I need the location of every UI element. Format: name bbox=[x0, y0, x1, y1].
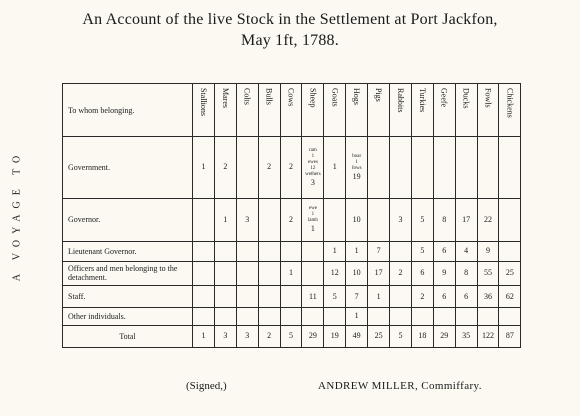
total-cell: 29 bbox=[433, 325, 455, 347]
table-cell bbox=[455, 137, 477, 199]
table-cell: 25 bbox=[499, 261, 521, 285]
table-cell bbox=[214, 261, 236, 285]
table-cell: 36 bbox=[477, 286, 499, 308]
column-header-label: Geefe bbox=[439, 88, 449, 108]
table-cell bbox=[258, 261, 280, 285]
total-cell: 49 bbox=[346, 325, 368, 347]
table-cell: 1 bbox=[368, 286, 390, 308]
table-cell bbox=[346, 137, 368, 199]
cell-value: 19 bbox=[352, 171, 361, 181]
table-cell bbox=[477, 137, 499, 199]
cell-note: 1 bbox=[311, 153, 315, 159]
total-cell: 122 bbox=[477, 325, 499, 347]
table-cell bbox=[236, 308, 258, 326]
page-title bbox=[0, 9, 580, 51]
table-cell bbox=[302, 198, 324, 241]
column-header bbox=[368, 84, 390, 137]
table-cell bbox=[411, 308, 433, 326]
table-cell: 6 bbox=[433, 286, 455, 308]
table-cell: 9 bbox=[477, 241, 499, 261]
column-header-label: Colts bbox=[242, 88, 252, 105]
table-cell bbox=[433, 137, 455, 199]
table-cell: 7 bbox=[346, 286, 368, 308]
column-header-label: Chickens bbox=[505, 88, 515, 118]
table-cell: 10 bbox=[346, 261, 368, 285]
table-cell bbox=[302, 137, 324, 199]
cell-note: fows bbox=[351, 165, 362, 171]
table-cell bbox=[236, 137, 258, 199]
table-cell: 2 bbox=[280, 137, 302, 199]
table-cell bbox=[236, 286, 258, 308]
table-cell bbox=[390, 308, 412, 326]
table-cell: 3 bbox=[390, 198, 412, 241]
table-cell: 1 bbox=[193, 137, 215, 199]
table-cell bbox=[258, 241, 280, 261]
column-header bbox=[324, 84, 346, 137]
table-cell: 1 bbox=[346, 308, 368, 326]
table-cell bbox=[499, 241, 521, 261]
table-cell: 3 bbox=[236, 198, 258, 241]
table-cell: 2 bbox=[214, 137, 236, 199]
table-cell bbox=[193, 241, 215, 261]
table-cell bbox=[193, 198, 215, 241]
total-cell: 29 bbox=[302, 325, 324, 347]
table-cell: 17 bbox=[368, 261, 390, 285]
cell-note: ewe bbox=[308, 206, 317, 212]
table-cell: 1 bbox=[324, 241, 346, 261]
table-cell bbox=[280, 286, 302, 308]
title-line-2: May 1ft, 1788. bbox=[241, 32, 339, 49]
column-header-label: Hogs bbox=[352, 88, 362, 105]
owner-cell: Staff. bbox=[63, 286, 193, 308]
table-cell: 2 bbox=[411, 286, 433, 308]
owner-cell: Officers and men belonging to the detachment. bbox=[63, 261, 193, 285]
livestock-table bbox=[62, 83, 521, 348]
total-cell: 35 bbox=[455, 325, 477, 347]
column-header-label: Pigs bbox=[374, 88, 384, 102]
column-header bbox=[477, 84, 499, 137]
table-cell: 12 bbox=[324, 261, 346, 285]
cell-note: 1 bbox=[311, 212, 315, 218]
table-cell bbox=[258, 286, 280, 308]
table-cell bbox=[390, 241, 412, 261]
table-cell: 1 bbox=[324, 137, 346, 199]
running-head bbox=[6, 90, 28, 340]
owner-cell: Governor. bbox=[63, 198, 193, 241]
table-cell bbox=[390, 137, 412, 199]
table-cell bbox=[368, 137, 390, 199]
column-header-label: Cows bbox=[286, 88, 296, 107]
column-header bbox=[499, 84, 521, 137]
cell-value: 3 bbox=[310, 177, 315, 187]
cell-note: 1 bbox=[355, 159, 358, 165]
table-cell bbox=[302, 241, 324, 261]
column-header bbox=[302, 84, 324, 137]
table-cell bbox=[368, 308, 390, 326]
table-cell: 1 bbox=[214, 198, 236, 241]
table-cell: 11 bbox=[302, 286, 324, 308]
table-cell bbox=[411, 137, 433, 199]
column-header-label: Rabbits bbox=[395, 88, 405, 113]
column-header-label: Ducks bbox=[461, 88, 471, 109]
cell-note: wethers bbox=[305, 171, 321, 177]
table-row bbox=[63, 137, 521, 199]
total-cell: 2 bbox=[258, 325, 280, 347]
table-cell bbox=[455, 308, 477, 326]
title-line-1: An Account of the live Stock in the Settlement at Port Jackfon, bbox=[82, 11, 498, 28]
table-cell: 8 bbox=[455, 261, 477, 285]
table-cell: 62 bbox=[499, 286, 521, 308]
owner-cell: Other individuals. bbox=[63, 308, 193, 326]
column-header bbox=[346, 84, 368, 137]
column-header bbox=[214, 84, 236, 137]
column-header-label: Turkies bbox=[417, 88, 427, 113]
table-cell: 6 bbox=[455, 286, 477, 308]
table-cell: 5 bbox=[324, 286, 346, 308]
column-header-label: Sheep bbox=[308, 88, 318, 108]
table-cell: 6 bbox=[411, 261, 433, 285]
owner-column-header: To whom belonging. bbox=[63, 84, 193, 137]
cell-value: 1 bbox=[310, 224, 315, 234]
column-header bbox=[193, 84, 215, 137]
total-cell: 18 bbox=[411, 325, 433, 347]
cell-note: ram bbox=[309, 147, 317, 153]
table-cell: 55 bbox=[477, 261, 499, 285]
column-header bbox=[411, 84, 433, 137]
column-header bbox=[258, 84, 280, 137]
total-cell: 3 bbox=[214, 325, 236, 347]
signatory: ANDREW MILLER, Commiffary. bbox=[318, 380, 482, 392]
table-cell bbox=[193, 286, 215, 308]
owner-cell: Government. bbox=[63, 137, 193, 199]
table-row bbox=[63, 241, 521, 261]
table-cell bbox=[368, 198, 390, 241]
table-cell: 4 bbox=[455, 241, 477, 261]
column-header bbox=[455, 84, 477, 137]
table-cell bbox=[324, 198, 346, 241]
total-cell: 5 bbox=[390, 325, 412, 347]
table-cell bbox=[390, 286, 412, 308]
cell-note: ewes bbox=[307, 159, 318, 165]
signed-label: (Signed,) bbox=[186, 380, 227, 392]
table-cell bbox=[280, 308, 302, 326]
table-cell: 8 bbox=[433, 198, 455, 241]
table-cell: 2 bbox=[390, 261, 412, 285]
table-row bbox=[63, 308, 521, 326]
table-body bbox=[63, 137, 521, 348]
total-cell: 5 bbox=[280, 325, 302, 347]
total-cell: 87 bbox=[499, 325, 521, 347]
table-row bbox=[63, 261, 521, 285]
table-row bbox=[63, 286, 521, 308]
table-cell: 5 bbox=[411, 241, 433, 261]
total-cell: 1 bbox=[193, 325, 215, 347]
table-cell bbox=[477, 308, 499, 326]
table-cell bbox=[214, 286, 236, 308]
cell-note: boar bbox=[352, 153, 362, 159]
table-cell: 10 bbox=[346, 198, 368, 241]
table-cell: 7 bbox=[368, 241, 390, 261]
table-cell bbox=[214, 241, 236, 261]
table-cell bbox=[324, 308, 346, 326]
table-cell: 9 bbox=[433, 261, 455, 285]
total-row bbox=[63, 325, 521, 347]
table-cell bbox=[499, 137, 521, 199]
table-cell: 2 bbox=[280, 198, 302, 241]
column-header bbox=[433, 84, 455, 137]
column-header-label: Fowls bbox=[483, 88, 493, 108]
table-cell: 6 bbox=[433, 241, 455, 261]
table-cell: 1 bbox=[346, 241, 368, 261]
column-header-label: Bulls bbox=[264, 88, 274, 105]
table-cell bbox=[280, 241, 302, 261]
table-cell: 1 bbox=[280, 261, 302, 285]
table-cell bbox=[236, 241, 258, 261]
table-cell bbox=[193, 308, 215, 326]
column-header-label: Mares bbox=[220, 88, 230, 108]
table-row bbox=[63, 198, 521, 241]
total-cell: 3 bbox=[236, 325, 258, 347]
total-cell: 25 bbox=[368, 325, 390, 347]
table-cell bbox=[258, 308, 280, 326]
cell-note: lamb bbox=[307, 218, 318, 224]
table-cell bbox=[302, 308, 324, 326]
table-header-row bbox=[63, 84, 521, 137]
table-cell bbox=[499, 308, 521, 326]
column-header-label: Goats bbox=[330, 88, 340, 107]
total-cell: 19 bbox=[324, 325, 346, 347]
table-cell bbox=[433, 308, 455, 326]
total-label: Total bbox=[63, 325, 193, 347]
table-cell bbox=[499, 198, 521, 241]
running-head-text: A VOYAGE TO bbox=[11, 149, 23, 281]
owner-cell: Lieutenant Governor. bbox=[63, 241, 193, 261]
table-cell bbox=[214, 308, 236, 326]
table-cell bbox=[236, 261, 258, 285]
cell-note: 12 bbox=[310, 165, 316, 171]
table-cell: 2 bbox=[258, 137, 280, 199]
column-header-label: Stallions bbox=[198, 88, 208, 117]
column-header bbox=[280, 84, 302, 137]
table-cell: 22 bbox=[477, 198, 499, 241]
column-header bbox=[236, 84, 258, 137]
table-cell bbox=[258, 198, 280, 241]
column-header bbox=[390, 84, 412, 137]
table-cell: 5 bbox=[411, 198, 433, 241]
table-cell bbox=[193, 261, 215, 285]
table-cell bbox=[302, 261, 324, 285]
table-cell: 17 bbox=[455, 198, 477, 241]
